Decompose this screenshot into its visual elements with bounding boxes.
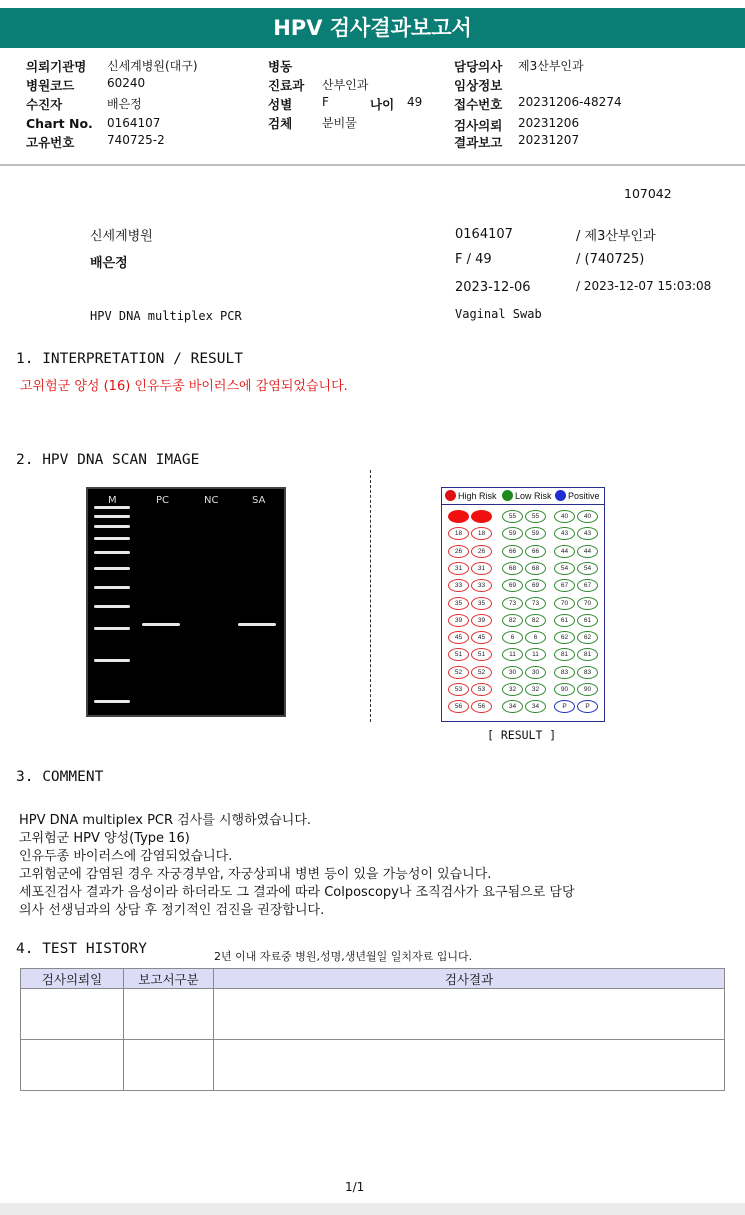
- hpv-type-cell: 52: [471, 666, 492, 679]
- sa-band: [238, 623, 276, 626]
- hpv-type-cell: 66: [502, 545, 523, 558]
- marker-band: [94, 537, 130, 540]
- low-risk-dot-icon: [502, 490, 513, 501]
- hpv-type-cell: 54: [554, 562, 575, 575]
- marker-band: [94, 567, 130, 570]
- institution-label: 의뢰기관명: [26, 59, 87, 74]
- table-row: [21, 1040, 725, 1091]
- report-doctor: / 제3산부인과: [576, 229, 656, 244]
- hpv-type-cell: 44: [554, 545, 575, 558]
- section-scan-title: 2. HPV DNA SCAN IMAGE: [16, 452, 200, 468]
- age-value: 49: [407, 95, 423, 109]
- hpv-type-cell: 45: [471, 631, 492, 644]
- hpv-type-cell: 73: [525, 597, 546, 610]
- hpv-type-cell: 56: [471, 700, 492, 713]
- hpv-type-cell: 18: [471, 527, 492, 540]
- hpv-type-cell: 55: [525, 510, 546, 523]
- report-title: HPV 검사결과보고서: [0, 8, 745, 48]
- hpv-type-cell: 59: [525, 527, 546, 540]
- section-history-title: 4. TEST HISTORY: [16, 941, 147, 957]
- hpv-type-cell: 73: [502, 597, 523, 610]
- institution-value: 신세계병원(대구): [107, 59, 198, 73]
- request-date: 20231206: [518, 116, 580, 130]
- hpv-type-cell: 6: [525, 631, 546, 644]
- lane-label-m: M: [108, 495, 117, 506]
- section-comment-title: 3. COMMENT: [16, 769, 104, 785]
- hpv-type-cell: 69: [525, 579, 546, 592]
- hpv-type-cell: 61: [577, 614, 598, 627]
- positive-dot-icon: [555, 490, 566, 501]
- test-history-table: [20, 968, 725, 1091]
- hpv-type-cell: 32: [525, 683, 546, 696]
- hpv-type-cell: P: [554, 700, 575, 713]
- hpv-type-cell: 54: [577, 562, 598, 575]
- request-label: 검사의뢰: [454, 118, 503, 133]
- result-legend: [442, 488, 604, 505]
- specimen-value: 분비물: [322, 116, 357, 130]
- hpv-type-cell: 35: [471, 597, 492, 610]
- hpv-type-cell: 53: [448, 683, 469, 696]
- hpv-type-cell: 34: [525, 700, 546, 713]
- hpv-type-cell: 53: [471, 683, 492, 696]
- hpv-type-cell: 31: [448, 562, 469, 575]
- table-cell: [21, 1040, 124, 1091]
- marker-band: [94, 586, 130, 589]
- hpv-type-cell: 33: [471, 579, 492, 592]
- hpv-type-cell: 51: [448, 648, 469, 661]
- sex-label: 성별: [268, 97, 293, 112]
- hpv-type-cell: P: [577, 700, 598, 713]
- hpv-type-cell: 32: [502, 683, 523, 696]
- marker-band: [94, 515, 130, 518]
- hpv-type-cell: 67: [554, 579, 575, 592]
- result-caption: [ RESULT ]: [487, 728, 557, 742]
- report-sex-age: F / 49: [455, 252, 492, 267]
- report-datetime: / 2023-12-07 15:03:08: [576, 279, 712, 293]
- hpv-type-cell: 11: [525, 648, 546, 661]
- comment-line: 인유두종 바이러스에 감염되었습니다.: [19, 849, 233, 864]
- hpv-type-cell: 61: [554, 614, 575, 627]
- hpv-type-cell: 83: [554, 666, 575, 679]
- legend-positive: Positive: [568, 491, 600, 501]
- report-birth: / (740725): [576, 252, 645, 267]
- age-label: 나이: [370, 97, 395, 112]
- chart-no-value: 0164107: [107, 116, 161, 130]
- hpv-type-cell: 67: [577, 579, 598, 592]
- hpv-type-cell: 39: [471, 614, 492, 627]
- sex-value: F: [322, 95, 329, 109]
- patient-value: 배은정: [107, 97, 142, 111]
- hpv-type-cell: 43: [577, 527, 598, 540]
- history-note: 2년 이내 자료중 병원,성명,생년월일 일치자료 입니다.: [214, 950, 473, 963]
- report-number: 107042: [624, 186, 672, 201]
- report-specimen: Vaginal Swab: [455, 307, 542, 321]
- hpv-type-cell: 59: [502, 527, 523, 540]
- hpv-type-cell: 34: [502, 700, 523, 713]
- column-header: 보고서구분: [124, 969, 214, 989]
- comment-line: 고위험군 HPV 양성(Type 16): [19, 831, 190, 846]
- unique-no-value: 740725-2: [107, 133, 165, 147]
- hpv-type-cell: 83: [577, 666, 598, 679]
- table-cell: [124, 1040, 214, 1091]
- hpv-type-cell: 30: [525, 666, 546, 679]
- hpv-result-panel: [441, 487, 605, 722]
- hpv-type-cell: 81: [554, 648, 575, 661]
- high-risk-dot-icon: [445, 490, 456, 501]
- test-name: HPV DNA multiplex PCR: [90, 309, 242, 323]
- comment-line: 의사 선생님과의 상담 후 정기적인 검진을 권장합니다.: [19, 903, 325, 918]
- lane-label-nc: NC: [204, 495, 219, 506]
- hpv-type-cell: 16: [448, 510, 469, 523]
- hpv-type-cell: 43: [554, 527, 575, 540]
- column-header: 검사의뢰일: [21, 969, 124, 989]
- image-divider: [370, 470, 371, 722]
- hospital-code-label: 병원코드: [26, 78, 75, 93]
- hpv-type-cell: 35: [448, 597, 469, 610]
- marker-band: [94, 605, 130, 608]
- unique-no-label: 고유번호: [26, 135, 75, 150]
- receipt-no-value: 20231206-48274: [518, 95, 622, 109]
- doctor-value: 제3산부인과: [518, 59, 584, 73]
- hospital-code-value: 60240: [107, 76, 146, 90]
- hpv-type-cell: 44: [577, 545, 598, 558]
- comment-line: 고위험군에 감염된 경우 자궁경부암, 자궁상피내 병변 등이 있을 가능성이 있습니다.: [19, 867, 492, 882]
- hpv-type-cell: 18: [448, 527, 469, 540]
- result-label: 결과보고: [454, 135, 503, 150]
- table-cell: [21, 989, 124, 1040]
- hpv-type-cell: 16: [471, 510, 492, 523]
- ward-label: 병동: [268, 59, 293, 74]
- hpv-type-cell: 31: [471, 562, 492, 575]
- lane-label-pc: PC: [156, 495, 170, 506]
- hpv-type-cell: 6: [502, 631, 523, 644]
- page-number: 1/1: [345, 1180, 365, 1194]
- page-footer-bar: [0, 1203, 745, 1215]
- marker-band: [94, 506, 130, 509]
- table-cell: [214, 1040, 725, 1091]
- report-chart-no: 0164107: [455, 227, 513, 242]
- section-interpretation-title: 1. INTERPRETATION / RESULT: [16, 351, 243, 367]
- marker-band: [94, 700, 130, 703]
- table-row: [21, 989, 725, 1040]
- hpv-type-cell: 51: [471, 648, 492, 661]
- column-header: 검사결과: [214, 969, 725, 989]
- hpv-type-cell: 66: [525, 545, 546, 558]
- receipt-no-label: 접수번호: [454, 97, 503, 112]
- table-header-row: [21, 969, 725, 989]
- legend-high-risk: High Risk: [458, 491, 497, 501]
- hpv-type-cell: 70: [577, 597, 598, 610]
- hpv-type-cell: 30: [502, 666, 523, 679]
- hpv-type-cell: 11: [502, 648, 523, 661]
- interpretation-result: 고위험군 양성 (16) 인유두종 바이러스에 감염되었습니다.: [20, 379, 348, 394]
- comment-line: 세포진검사 결과가 음성이라 하더라도 그 결과에 따라 Colposcopy나 조직검사가 요구됨으로 담당: [19, 885, 575, 900]
- pc-band: [142, 623, 180, 626]
- chart-no-label: Chart No.: [26, 116, 93, 131]
- gel-electrophoresis-image: [86, 487, 286, 717]
- report-sample-date: 2023-12-06: [455, 280, 531, 295]
- table-cell: [214, 989, 725, 1040]
- hpv-type-cell: 45: [448, 631, 469, 644]
- marker-band: [94, 551, 130, 554]
- hpv-type-cell: 82: [525, 614, 546, 627]
- hpv-type-cell: 39: [448, 614, 469, 627]
- hpv-type-cell: 68: [525, 562, 546, 575]
- lane-label-sa: SA: [252, 495, 266, 506]
- hpv-type-cell: 90: [577, 683, 598, 696]
- hpv-type-cell: 82: [502, 614, 523, 627]
- hpv-type-cell: 69: [502, 579, 523, 592]
- hpv-type-cell: 26: [471, 545, 492, 558]
- report-hospital: 신세계병원: [90, 229, 153, 244]
- hpv-type-cell: 90: [554, 683, 575, 696]
- clinical-label: 임상정보: [454, 78, 503, 93]
- hpv-type-cell: 56: [448, 700, 469, 713]
- hpv-type-cell: 55: [502, 510, 523, 523]
- hpv-type-cell: 40: [577, 510, 598, 523]
- comment-line: HPV DNA multiplex PCR 검사를 시행하였습니다.: [19, 813, 312, 828]
- result-date: 20231207: [518, 133, 580, 147]
- doctor-label: 담당의사: [454, 59, 503, 74]
- hpv-type-cell: 62: [577, 631, 598, 644]
- hpv-type-cell: 52: [448, 666, 469, 679]
- specimen-label: 검체: [268, 116, 293, 131]
- hpv-type-cell: 62: [554, 631, 575, 644]
- department-value: 산부인과: [322, 78, 369, 92]
- legend-low-risk: Low Risk: [515, 491, 552, 501]
- report-patient: 배은정: [90, 256, 128, 271]
- header-divider: [0, 164, 745, 166]
- table-cell: [124, 989, 214, 1040]
- marker-band: [94, 525, 130, 528]
- department-label: 진료과: [268, 78, 305, 93]
- marker-band: [94, 627, 130, 630]
- marker-band: [94, 659, 130, 662]
- hpv-type-cell: 70: [554, 597, 575, 610]
- hpv-type-cell: 81: [577, 648, 598, 661]
- patient-label: 수진자: [26, 97, 63, 112]
- hpv-type-cell: 26: [448, 545, 469, 558]
- hpv-type-cell: 40: [554, 510, 575, 523]
- hpv-type-cell: 33: [448, 579, 469, 592]
- hpv-type-cell: 68: [502, 562, 523, 575]
